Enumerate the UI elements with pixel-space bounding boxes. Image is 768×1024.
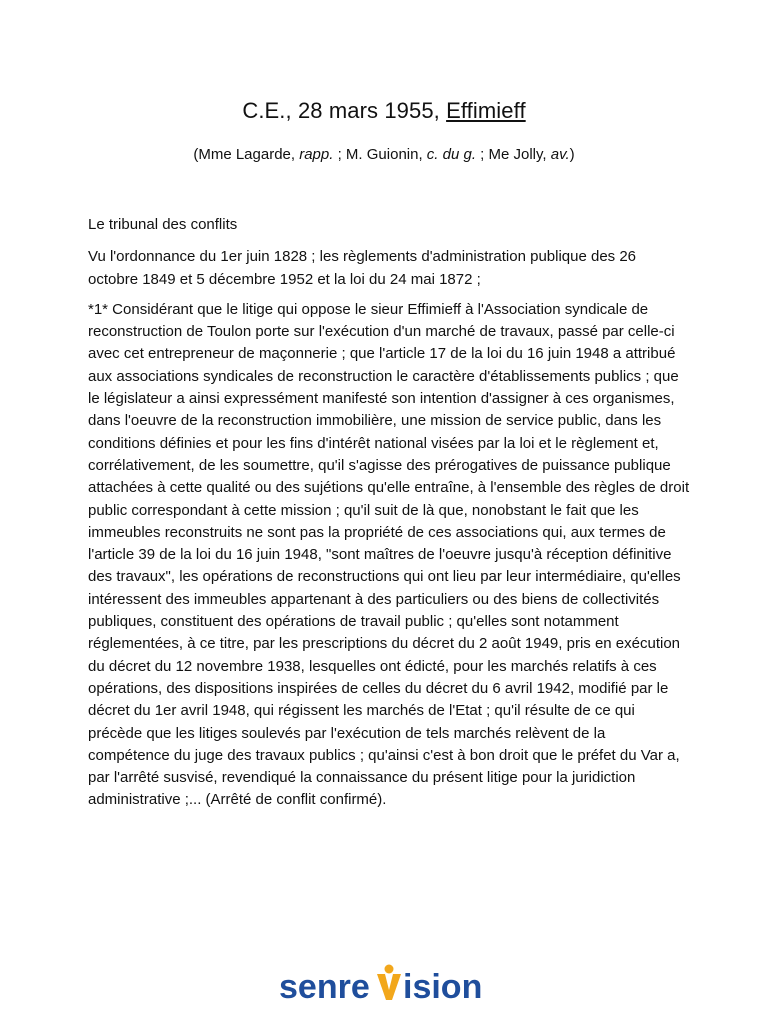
participants-cdug: c. du g.: [426, 146, 476, 163]
senrevision-logo: [0, 960, 768, 1010]
participants-open: (Mme Lagarde,: [193, 146, 300, 163]
logo-v-figure-icon: [377, 965, 401, 1001]
senrevision-logo-mark: [279, 960, 489, 1008]
court-name: Le tribunal des conflits: [88, 216, 238, 233]
title-party-name: Effimieff: [446, 98, 526, 123]
considerant-paragraph: *1* Considérant que le litige qui oppose le sieur Effimieff à l'Association syndicale de reconstruction de Toulon porte sur l'exécution d'un marché de travaux, passé par celle-ci avec cet entrepreneur de maçonnerie ; que l'article 17 de la loi du 16 juin 1948 a attribué aux associations syndicales de reconstruction le caractère d'établissements publics ; que le législateur a ainsi expressément manifesté son intention d'assigner à ces organismes, dans l'oeuvre de la reconstruction immobilière, une mission de service public, dans les conditions définies et pour les fins d'intérêt national visées par la loi et le règlement et, corrélativement, de les soumettre, qu'il s'agisse des prérogatives de puissance publique attachées à cette qualité ou des sujétions qu'elle entraîne, à l'ensemble des règles de droit public correspondant à cette mission ; qu'il suit de là que, nonobstant le fait que les immeubles reconstruits ne sont pas la propriété de ces associations qui, aux termes de l'article 39 de la loi du 16 juin 1948, "sont maîtres de l'oeuvre jusqu'à réception définitive des travaux", les opérations de reconstructions qui ont lieu par leur intermédiaire, qu'elles intéressent des immeubles appartenant à des particuliers ou des biens de collectivités publiques, constituent des opérations de travail public ; qu'elles sont notamment réglementées, à ce titre, par les prescriptions du décret du 2 août 1949, pris en exécution du décret du 12 novembre 1938, lesquelles ont édicté, pour les marchés relatifs à ces opérations, des dispositions inspirées de celles du décret du 6 avril 1942, modifié par le décret du 1er avril 1948, qui régissent les marchés de l'Etat ; qu'il résulte de ce qui précède que les litiges soulevés par l'exécution de tels marchés relèvent de la compétence du juge des travaux publics ; qu'ainsi c'est à bon droit que le préfet du Var a, par l'arrêté susvisé, revendiqué la connaissance du présent litige pour la juridiction administrative ;... (Arrêté de conflit confirmé).: [88, 300, 690, 809]
participants-sep1: ; M. Guionin,: [333, 146, 427, 163]
participants-rapp: rapp.: [299, 146, 334, 163]
logo-text-senre: senre: [279, 968, 370, 1006]
decision-body: [88, 214, 690, 820]
participants-av: av.: [550, 146, 570, 163]
visa-paragraph: Vu l'ordonnance du 1er juin 1828 ; les règlements d'administration publique des 26 octobre 1849 et 5 décembre 1952 et la loi du 24 mai 1872 ;: [88, 248, 637, 288]
participants-close: ): [569, 146, 575, 163]
participants-sep2: ; Me Jolly,: [476, 146, 551, 163]
logo-text-ision: ision: [403, 968, 483, 1006]
decision-title: [0, 98, 768, 124]
title-citation: C.E., 28 mars 1955,: [242, 98, 447, 123]
decision-participants: [0, 146, 768, 163]
